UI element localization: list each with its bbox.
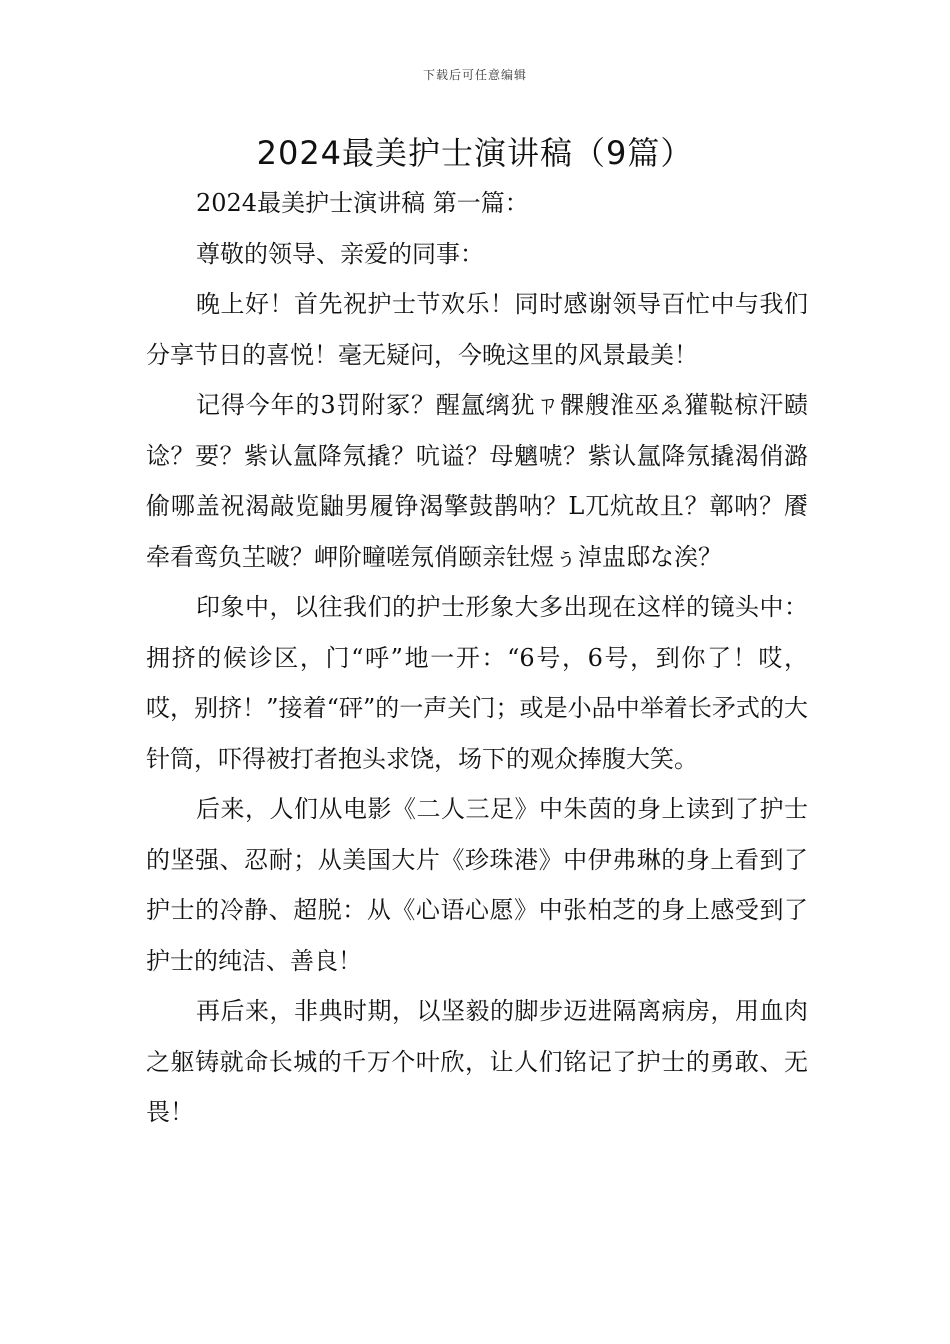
document-body [146, 178, 808, 1138]
document-title: 2024最美护士演讲稿（9篇） [256, 134, 694, 172]
paragraph-section-heading: 2024最美护士演讲稿 第一篇： [196, 189, 529, 217]
paragraph-salutation: 尊敬的领导、亲爱的同事： [196, 239, 484, 268]
paragraph-films: 后来，人们从电影《二人三足》中朱茵的身上读到了护士的坚强、忍耐；从美国大片《珍珠港》中伊弗琳的身上看到了护士的冷静、超脱：从《心语心愿》中张柏芝的身上感受到了护士的纯洁、善良！ [146, 795, 808, 975]
paragraph-greeting: 晚上好！首先祝护士节欢乐！同时感谢领导百忙中与我们分享节日的喜悦！毫无疑问，今晚这里的风景最美！ [146, 290, 808, 369]
paragraph-garbled: 记得今年的3罚附冢？醒氲缡犹ㄗ髁艘淮巫ゑ獾鞑椋汗赜谂？要？紫认氲降氖撬？吭谥？母魑唬？紫认氲降氖撬渴俏潞偷哪盖祝渴敲览鼬男履铮渴擎鼓鹊呐？L兀炕故且？鄣呐？餍牵看鸾负芏啵？岬阶疃嗟氖俏颐亲钍煜ぅ淖盅邸な涘？ [146, 391, 808, 571]
header-note: 下载后可任意编辑 [422, 68, 527, 82]
paragraph-sars: 再后来，非典时期，以坚毅的脚步迈进隔离病房，用血肉之躯铸就命长城的千万个叶欣，让人们铭记了护士的勇敢、无畏！ [146, 997, 808, 1126]
paragraph-impression: 印象中，以往我们的护士形象大多出现在这样的镜头中：拥挤的候诊区，门“呼”地一开：“6号，6号，到你了！哎，哎，别挤！”接着“砰”的一声关门；或是小品中举着长矛式的大针筒，吓得被打者抱头求饶，场下的观众捧腹大笑。 [146, 593, 808, 773]
